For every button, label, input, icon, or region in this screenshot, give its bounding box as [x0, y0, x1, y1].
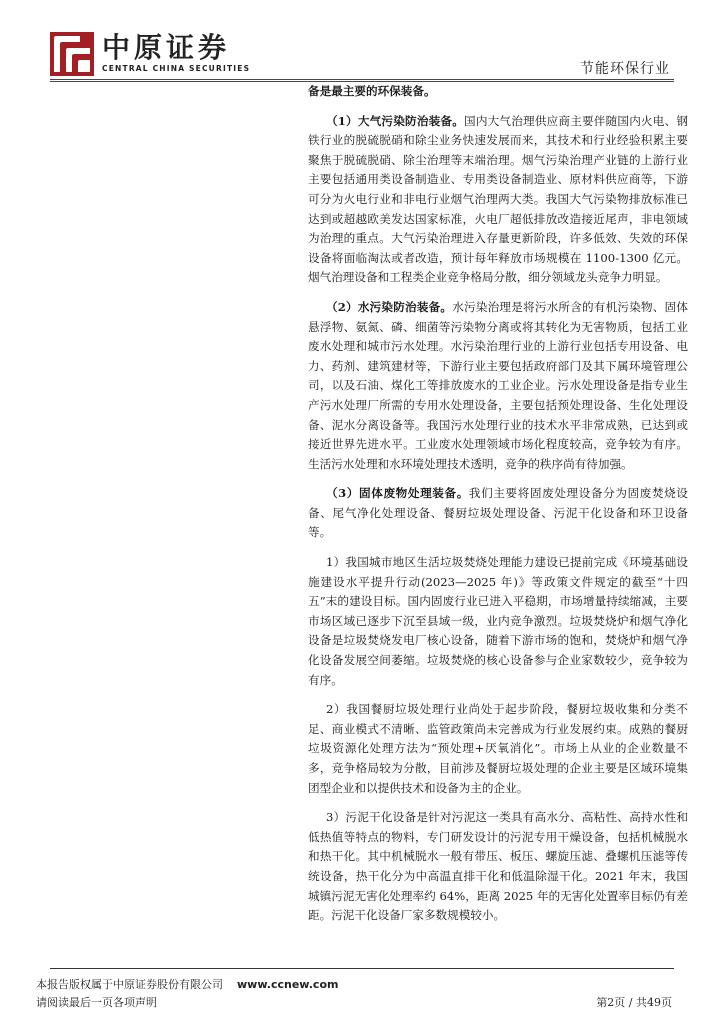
- company-logo: [50, 31, 251, 76]
- company-logo-icon: [50, 32, 94, 76]
- footer-divider: [50, 968, 674, 969]
- disclaimer-notice: 请阅读最后一页各项声明: [36, 996, 157, 1009]
- page-header: [0, 0, 724, 84]
- paragraph-sludge-drying: 3）污泥干化设备是针对污泥这一类具有高水分、高粘性、高持水性和低热值等特点的物料，专门研发设计的污泥专用干燥设备，包括机械脱水和热干化。其中机械脱水一般有带压、板压、螺旋压滤、叠螺机压滤等传统设备，热干化分为中高温直排干化和低温除湿干化。2021 年末，我国城镇污泥无害化处理率约 64%，距离 2025 年的无害化处置率目标仍有差距。污泥干化设备厂家多数规模较小。: [308, 810, 688, 923]
- copyright-text: 本报告版权属于中原证券股份有限公司: [36, 978, 223, 991]
- page-number: 第2页 / 共49页: [596, 996, 672, 1009]
- report-body: [308, 82, 688, 926]
- logo-english-name: CENTRAL CHINA SECURITIES: [102, 64, 251, 73]
- industry-label: 节能环保行业: [580, 61, 670, 77]
- logo-chinese-name: 中原证券: [102, 31, 231, 64]
- section-heading-air: （1）大气污染防治装备。: [325, 113, 465, 128]
- footer-copyright-line: [36, 976, 338, 992]
- website-link[interactable]: www.ccnew.com: [237, 978, 339, 991]
- paragraph-solid-waste: （3）固体废物处理装备。我们主要将固废处理设备分为固废焚烧设备、尾气净化处理设备、餐厨垃圾处理设备、污泥干化设备和环卫设备等。: [308, 486, 688, 540]
- section-heading-water: （2）水污染防治装备。: [325, 299, 453, 314]
- paragraph-intro-tail: 备是最主要的环保装备。: [308, 84, 436, 98]
- paragraph-water-pollution: （2）水污染防治装备。水污染治理是将污水所含的有机污染物、固体悬浮物、氨氮、磷、细菌等污染物分离或将其转化为无害物质，包括工业废水处理和城市污水处理。水污染治理行业的上游行业包括专用设备、电力、药剂、建筑建材等，下游行业主要包括政府部门及其下属环境管理公司，以及石油、煤化工等排放废水的工业企业。污水处理设备是指专业生产污水处理厂所需的专用水处理设备，主要包括预处理设备、生化处理设备、泥水分离设备等。我国污水处理行业的技术水平非常成熟，已达到或接近世界先进水平。工业废水处理领域市场化程度较高，竞争较为有序。生活污水处理和水环境处理技术透明，竞争的秩序尚有待加强。: [308, 299, 688, 471]
- header-divider: [50, 79, 674, 80]
- section-heading-solid-waste: （3）固体废物处理装备。: [325, 486, 469, 501]
- paragraph-kitchen-waste: 2）我国餐厨垃圾处理行业尚处于起步阶段，餐厨垃圾收集和分类不足、商业模式不清晰、监管政策尚未完善成为行业发展约束。成熟的餐厨垃圾资源化处理方法为“预处理+厌氧消化”。市场上从业的企业数量不多，竞争格局较为分散，目前涉及餐厨垃圾处理的企业主要是区域环境集团型企业和以提供技术和设备为主的企业。: [308, 702, 688, 795]
- paragraph-incineration: 1）我国城市地区生活垃圾焚烧处理能力建设已提前完成《环境基础设施建设水平提升行动(2023—2025 年)》等政策文件规定的截至“十四五”末的建设目标。国内固废行业已进入平稳期，市场增量持续缩减，主要市场区域已逐步下沉至县域一级，业内竞争激烈。垃圾焚烧炉和烟气净化设备是垃圾焚烧发电厂核心设备，随着下游市场的饱和，焚烧炉和烟气净化设备发展空间萎缩。垃圾焚烧的核心设备参与企业家数较少，竞争较为有序。: [308, 555, 688, 687]
- paragraph-air-pollution: （1）大气污染防治装备。国内大气治理供应商主要伴随国内火电、钢铁行业的脱硫脱硝和除尘业务快速发展而来，其技术和行业经验积累主要聚焦于脱硫脱硝、除尘治理等末端治理。烟气污染治理产业链的上游行业主要包括通用类设备制造业、专用类设备制造业、原材料供应商等，下游可分为火电行业和非电行业烟气治理两大类。我国大气污染物排放标准已达到或超越欧美发达国家标准，火电厂超低排放改造接近尾声，非电领域为治理的重点。大气污染治理进入存量更新阶段，许多低效、失效的环保设备将面临淘汰或者改造，预计每年释放市场规模在 1100-1300 亿元。烟气治理设备和工程类企业竞争格局分散，细分领域龙头竞争力明显。: [308, 113, 688, 285]
- page-footer: [0, 968, 724, 1024]
